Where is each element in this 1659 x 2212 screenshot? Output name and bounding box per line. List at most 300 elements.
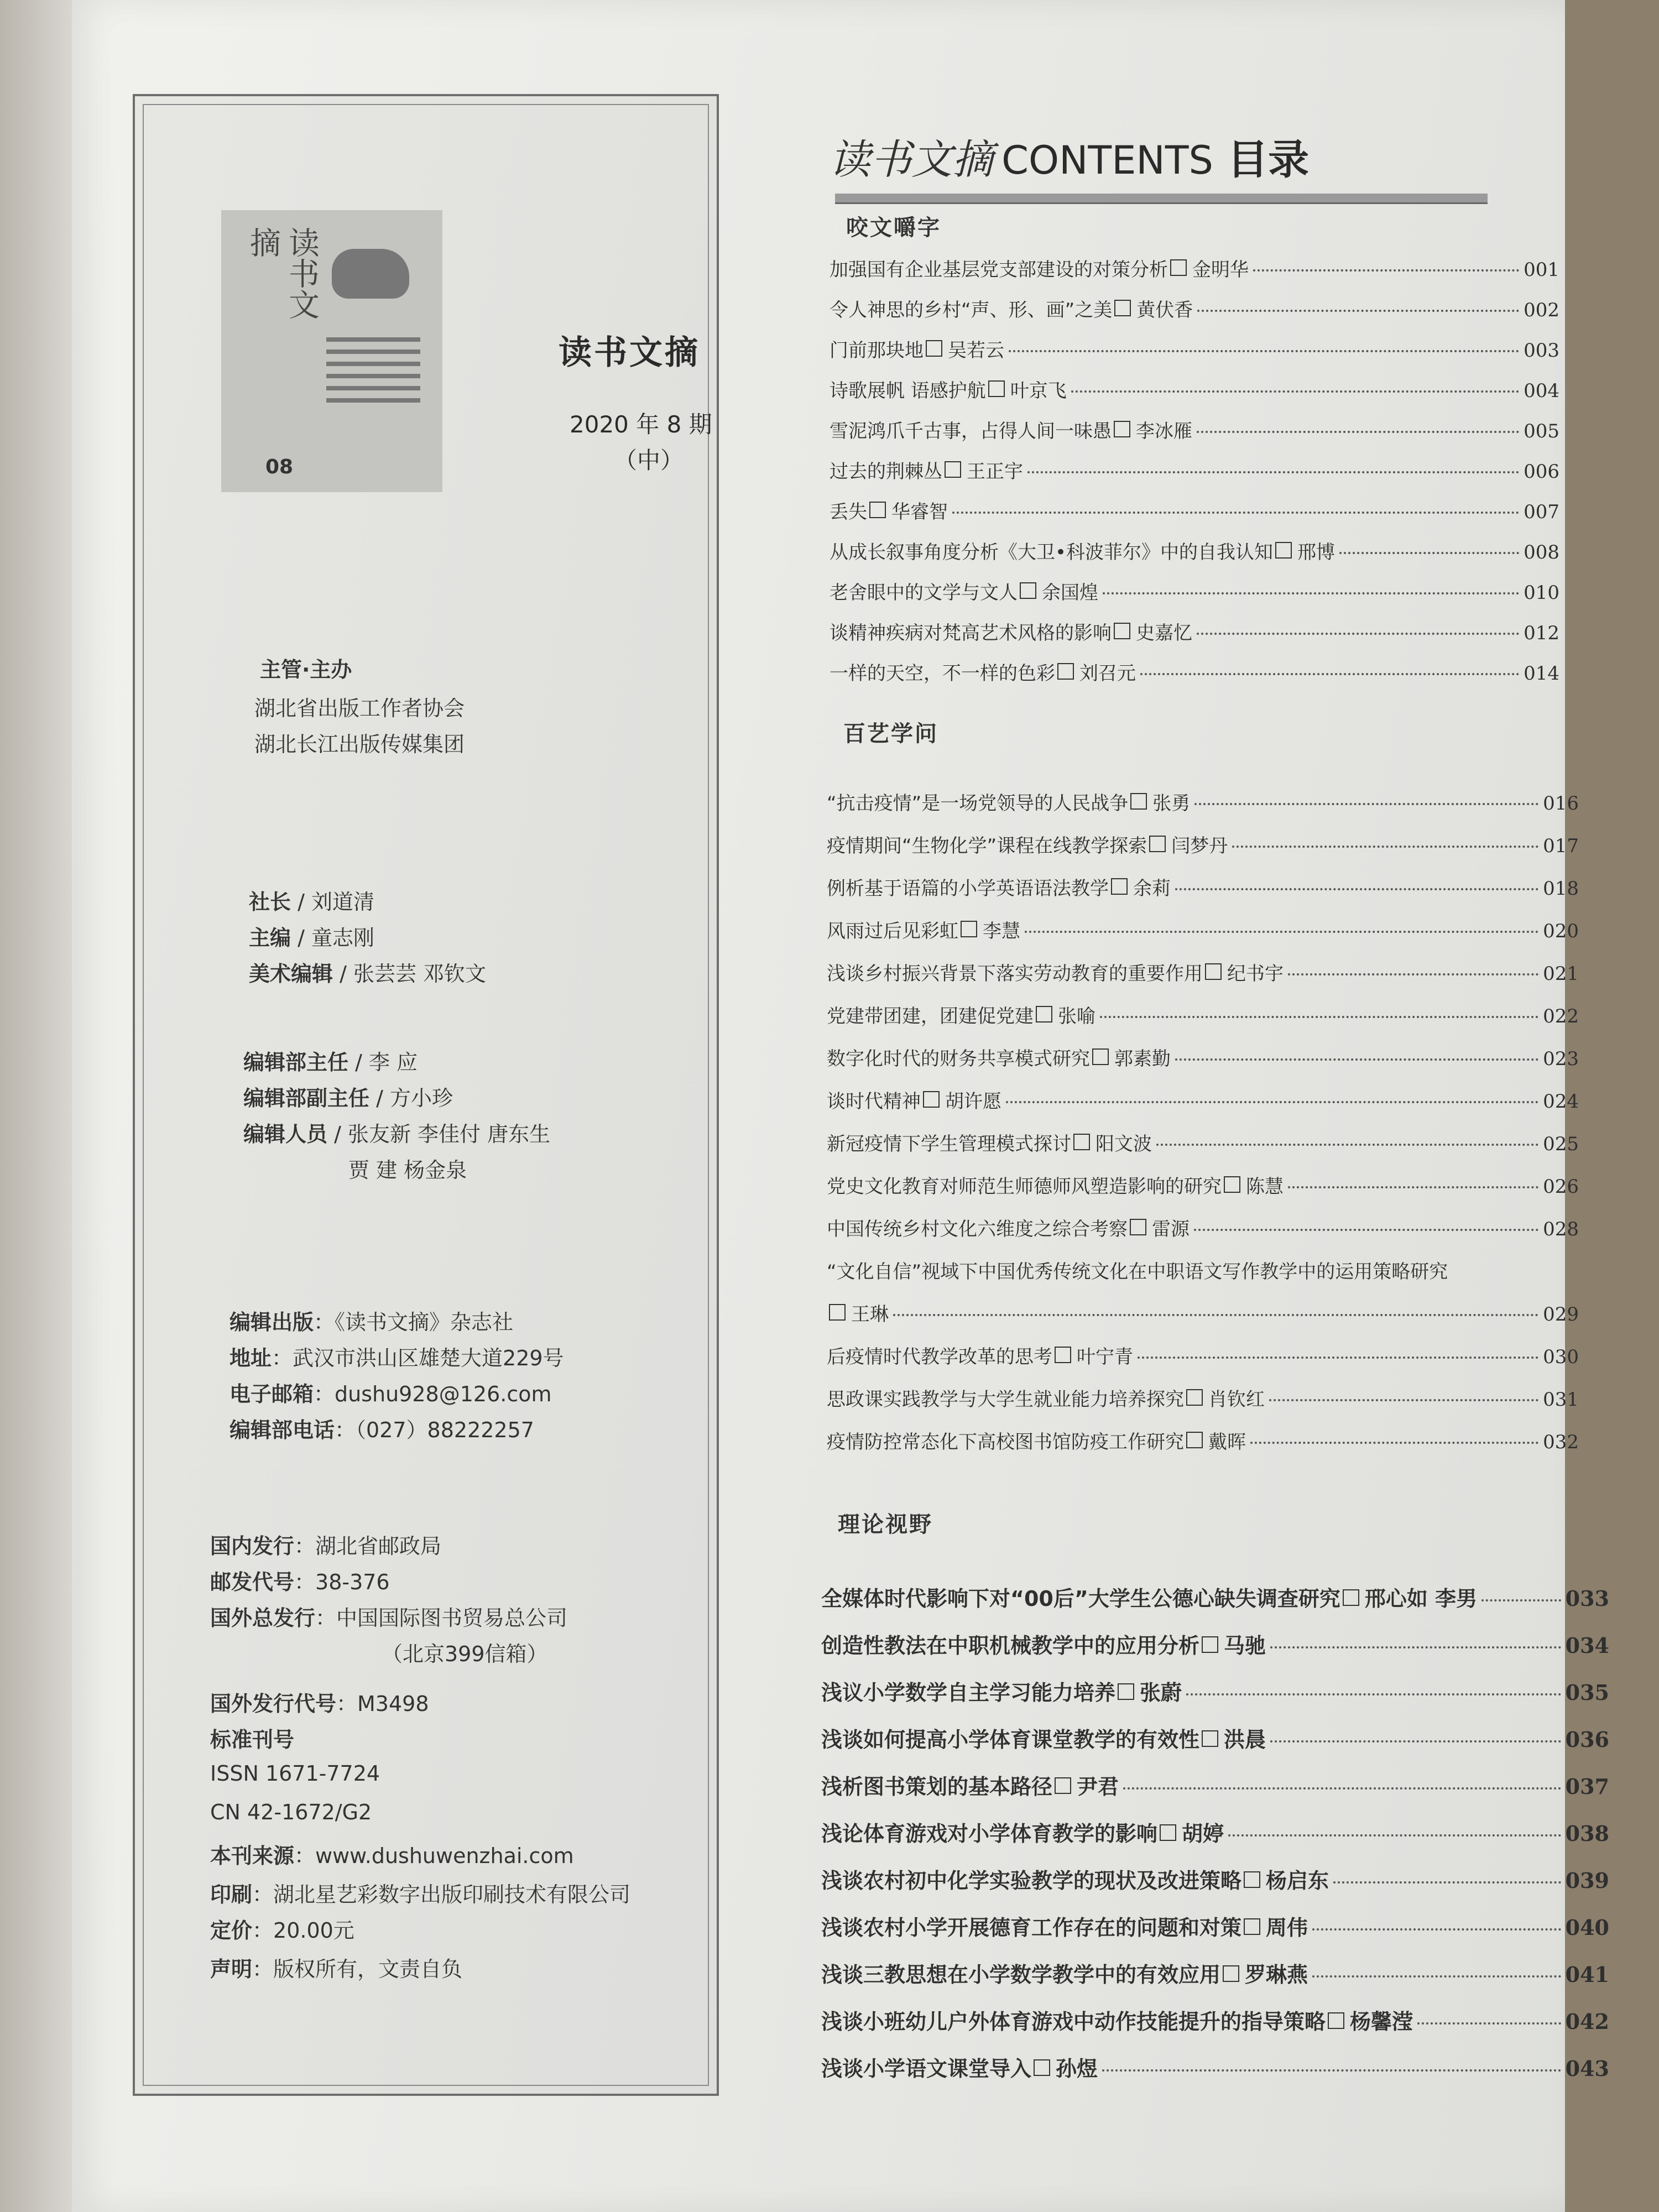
- toc-entry[interactable]: [827, 1171, 1579, 1198]
- publish-line-value: ：M3498: [336, 1692, 429, 1716]
- square-separator-icon: [1343, 1589, 1359, 1606]
- staff-line: [249, 957, 486, 987]
- dot-leader: [1025, 931, 1538, 933]
- toc-contents-label: CONTENTS: [1001, 138, 1213, 183]
- toc-entry-title: 雪泥鸿爪千古事，占得人间一味愚: [830, 420, 1112, 442]
- sponsor-org-value: 湖北省出版工作者协会: [254, 696, 465, 721]
- dot-leader: [1138, 1357, 1538, 1359]
- toc-entry[interactable]: [827, 873, 1579, 900]
- toc-entry-page: 020: [1543, 920, 1579, 942]
- square-separator-icon: [988, 380, 1005, 397]
- staff-line-value: / 方小珍: [369, 1086, 453, 1110]
- toc-entry-page: 014: [1524, 662, 1559, 685]
- toc-entry-author: 邢博: [1297, 541, 1335, 564]
- publish-line-value: ：20.00元: [252, 1918, 354, 1943]
- dot-leader: [1194, 803, 1538, 805]
- square-separator-icon: [1020, 582, 1036, 599]
- contact-line-label: 地址: [229, 1346, 272, 1370]
- square-separator-icon: [1055, 1347, 1071, 1363]
- publish-line-value: ：中国国际图书贸易总公司: [315, 1606, 568, 1630]
- contact-line: [229, 1305, 513, 1335]
- toc-entry-author: 胡婷: [1182, 1821, 1224, 1846]
- square-separator-icon: [1275, 542, 1292, 559]
- toc-entry[interactable]: [827, 1256, 1579, 1284]
- toc-mulu-label: 目录: [1227, 136, 1310, 184]
- dot-leader: [893, 1314, 1538, 1316]
- staff-line-value: / 张友新 李佳付 唐东生: [327, 1122, 551, 1146]
- toc-entry[interactable]: [830, 375, 1559, 403]
- staff-line-label: 社长: [249, 890, 291, 914]
- toc-entry-page: 029: [1543, 1303, 1579, 1326]
- toc-entry[interactable]: [830, 254, 1559, 281]
- toc-entry-author: 雷源: [1152, 1218, 1190, 1240]
- toc-entry-author: 邢心如 李男: [1364, 1586, 1478, 1611]
- staff-line: [348, 1153, 467, 1183]
- toc-entry-title: 浅谈小班幼儿户外体育游戏中动作技能提升的指导策略: [821, 2010, 1326, 2034]
- contact-line-value: ：武汉市洪山区雄楚大道229号: [272, 1346, 564, 1370]
- toc-entry[interactable]: [827, 1384, 1579, 1411]
- publish-line-value: ：版权所有，文责自负: [252, 1957, 463, 1981]
- magazine-title: 读书文摘: [559, 333, 700, 372]
- toc-entry-page: 038: [1565, 1821, 1609, 1846]
- publish-line: [382, 1637, 548, 1667]
- square-separator-icon: [1202, 1730, 1218, 1747]
- square-separator-icon: [1036, 1006, 1052, 1022]
- toc-entry-author: 金明华: [1192, 259, 1249, 281]
- toc-entry-page: 033: [1565, 1586, 1609, 1611]
- sponsor-label-label: 主管·主办: [260, 658, 352, 682]
- toc-entry[interactable]: [830, 537, 1559, 564]
- square-separator-icon: [1223, 1965, 1239, 1982]
- dot-leader: [1270, 1740, 1561, 1743]
- square-separator-icon: [1073, 1134, 1090, 1150]
- toc-entry-title: “文化自信”视域下中国优秀传统文化在中职语文写作教学中的运用策略研究: [827, 1261, 1448, 1283]
- toc-entry-title: 浅析图书策划的基本路径: [821, 1775, 1053, 1799]
- toc-entry-title: 浅谈乡村振兴背景下落实劳动教育的重要作用: [827, 963, 1203, 985]
- contact-line: [229, 1377, 552, 1407]
- square-separator-icon: [1244, 1871, 1260, 1888]
- dot-leader: [952, 512, 1519, 514]
- toc-rule: [835, 194, 1488, 204]
- toc-entry-page: 002: [1524, 299, 1559, 321]
- toc-entry-author: 周伟: [1266, 1915, 1308, 1940]
- square-separator-icon: [1034, 2059, 1050, 2076]
- magazine-page: [72, 0, 1609, 2212]
- contact-line-value: ：（027）88222257: [335, 1418, 534, 1442]
- dot-leader: [1006, 1101, 1538, 1103]
- square-separator-icon: [1114, 421, 1130, 437]
- staff-line-label: 编辑部主任: [243, 1050, 349, 1074]
- cover-title: 读书文摘: [245, 227, 320, 320]
- dot-leader: [1100, 1016, 1538, 1018]
- toc-entry[interactable]: [827, 831, 1579, 858]
- toc-entry[interactable]: [827, 958, 1579, 985]
- toc-entry-author: 陈慧: [1246, 1176, 1284, 1198]
- toc-entry-author: 王正宇: [967, 461, 1023, 483]
- toc-entry-author: 史嘉忆: [1136, 622, 1192, 644]
- toc-entry[interactable]: [830, 335, 1559, 362]
- toc-entry-title: 诗歌展帆 语感护航: [830, 380, 986, 402]
- toc-entry-author: 阳文波: [1095, 1133, 1152, 1155]
- toc-entry-author: 洪晨: [1224, 1727, 1266, 1752]
- square-separator-icon: [1170, 259, 1187, 276]
- dot-leader: [1288, 973, 1538, 975]
- toc-entry-page: 016: [1543, 792, 1579, 815]
- staff-line-label: 编辑人员: [243, 1122, 328, 1146]
- toc-entry-author: 李慧: [983, 920, 1020, 942]
- dot-leader: [1232, 846, 1538, 848]
- square-separator-icon: [1111, 878, 1128, 895]
- toc-entry-page: 034: [1565, 1633, 1609, 1658]
- publish-line: [210, 1687, 429, 1717]
- toc-entry[interactable]: [827, 1086, 1579, 1113]
- square-separator-icon: [1244, 1918, 1260, 1935]
- publish-line-value: CN 42-1672/G2: [210, 1800, 372, 1824]
- publish-line-label: 邮发代号: [210, 1570, 295, 1594]
- toc-entry[interactable]: [827, 1214, 1579, 1241]
- toc-entry-author: 杨启东: [1266, 1868, 1329, 1893]
- dot-leader: [1312, 1975, 1561, 1978]
- publish-line-value: ：38-376: [294, 1570, 390, 1594]
- square-separator-icon: [1186, 1389, 1203, 1406]
- toc-section-heading: 百艺学问: [843, 721, 938, 747]
- square-separator-icon: [923, 1091, 940, 1108]
- toc-entry-title: 疫情防控常态化下高校图书馆防疫工作研究: [827, 1431, 1184, 1453]
- magazine-issue: 2020 年 8 期: [570, 411, 712, 438]
- square-separator-icon: [869, 502, 886, 518]
- publish-line: [210, 1761, 380, 1786]
- toc-entry[interactable]: [821, 1911, 1609, 1941]
- toc-entry-page: 040: [1565, 1915, 1609, 1940]
- dot-leader: [1197, 431, 1519, 433]
- toc-entry-page: 030: [1543, 1346, 1579, 1368]
- toc-entry-page: 036: [1565, 1727, 1609, 1752]
- dot-leader: [1312, 1928, 1561, 1931]
- toc-entry-page: 006: [1524, 461, 1559, 483]
- dot-leader: [1253, 269, 1519, 272]
- page-edge: [0, 0, 72, 2212]
- publish-line: [210, 1565, 390, 1595]
- square-separator-icon: [1328, 2012, 1344, 2029]
- toc-entry-page: 024: [1543, 1091, 1579, 1113]
- toc-entry-title: 中国传统乡村文化六维度之综合考察: [827, 1218, 1128, 1240]
- toc-entry-title: 一样的天空，不一样的色彩: [830, 662, 1055, 685]
- toc-entry-author: 叶宁青: [1077, 1346, 1133, 1368]
- publish-line: [210, 1800, 372, 1824]
- toc-entry[interactable]: [821, 1582, 1609, 1612]
- dot-leader: [1339, 552, 1519, 554]
- toc-entry-page: 023: [1543, 1048, 1579, 1070]
- toc-entry-title: 思政课实践教学与大学生就业能力培养探究: [827, 1389, 1184, 1411]
- staff-line-label: 主编: [249, 926, 291, 950]
- toc-entry-title: 老舍眼中的文学与文人: [830, 582, 1018, 604]
- dot-leader: [1250, 1442, 1538, 1444]
- toc-entry-page: 031: [1543, 1389, 1579, 1411]
- dot-leader: [1270, 1646, 1561, 1648]
- toc-entry-author: 刘召元: [1079, 662, 1136, 685]
- publish-line-value: （北京399信箱）: [382, 1642, 548, 1666]
- dot-leader: [1186, 1693, 1561, 1695]
- toc-entry-author: 马驰: [1224, 1633, 1266, 1658]
- square-separator-icon: [945, 461, 961, 478]
- toc-entry[interactable]: [830, 497, 1559, 524]
- square-separator-icon: [1202, 1636, 1218, 1653]
- toc-entry-title: 加强国有企业基层党支部建设的对策分析: [830, 259, 1168, 281]
- toc-entry-title: 浅谈小学语文课堂导入: [821, 2057, 1032, 2081]
- magazine-sub-issue: （中）: [614, 447, 684, 474]
- toc-entry[interactable]: [830, 658, 1559, 685]
- publish-line: [210, 1913, 354, 1944]
- toc-entry[interactable]: [830, 456, 1559, 483]
- toc-entry-page: 003: [1524, 340, 1559, 362]
- publish-line-label: 国内发行: [210, 1534, 295, 1558]
- toc-entry[interactable]: [827, 1427, 1579, 1454]
- dot-leader: [1123, 1787, 1561, 1790]
- cover-issue-mark: 08: [265, 456, 294, 478]
- square-separator-icon: [1149, 836, 1166, 852]
- toc-entry-author: 张蔚: [1140, 1680, 1182, 1705]
- toc-entry[interactable]: [827, 1044, 1579, 1071]
- toc-entry[interactable]: [821, 1770, 1609, 1800]
- publish-line-value: ：湖北星艺彩数字出版印刷技术有限公司: [252, 1882, 631, 1907]
- dot-leader: [1009, 350, 1519, 352]
- toc-entry-title: 丢失: [830, 501, 867, 523]
- toc-entry[interactable]: [827, 1001, 1579, 1028]
- toc-entry-page: 005: [1524, 420, 1559, 442]
- toc-header: [830, 127, 1309, 188]
- staff-line-value: / 童志刚: [291, 926, 374, 950]
- toc-entry[interactable]: [827, 916, 1579, 943]
- publish-line-value: ：www.dushuwenzhai.com: [294, 1844, 574, 1868]
- staff-line-label: 编辑部副主任: [243, 1086, 370, 1110]
- toc-entry-page: 025: [1543, 1133, 1579, 1155]
- toc-entry-page: 022: [1543, 1005, 1579, 1027]
- toc-entry-title: 从成长叙事角度分析《大卫•科波菲尔》中的自我认知: [830, 541, 1274, 564]
- toc-entry[interactable]: [821, 1864, 1609, 1894]
- toc-entry-page: 032: [1543, 1431, 1579, 1453]
- toc-entry-title: 浅谈三教思想在小学数学教学中的有效应用: [821, 1963, 1221, 1987]
- staff-line-value: 贾 建 杨金泉: [348, 1158, 467, 1182]
- toc-entry-author: 杨馨滢: [1350, 2009, 1413, 2034]
- dot-leader: [1288, 1186, 1538, 1188]
- toc-entry-page: 037: [1565, 1774, 1609, 1799]
- toc-entry-author: 吴若云: [948, 340, 1004, 362]
- toc-entry-author: 余莉: [1133, 878, 1171, 900]
- toc-entry-page: 008: [1524, 541, 1559, 564]
- toc-entry-page: 001: [1524, 259, 1559, 281]
- toc-entry-title: 风雨过后见彩虹: [827, 920, 958, 942]
- staff-line: [249, 921, 374, 951]
- square-separator-icon: [1055, 1777, 1071, 1794]
- cover-text-lines: [326, 337, 420, 410]
- toc-entry[interactable]: [821, 1629, 1609, 1659]
- toc-entry[interactable]: [821, 1817, 1609, 1847]
- dot-leader: [1269, 1399, 1538, 1401]
- toc-entry-page: 004: [1524, 380, 1559, 402]
- toc-entry-author: 孙煜: [1056, 2056, 1098, 2081]
- toc-entry-page: 010: [1524, 582, 1559, 604]
- toc-entry[interactable]: [830, 618, 1559, 645]
- publish-line: [210, 1952, 462, 1983]
- square-separator-icon: [1092, 1048, 1109, 1065]
- dot-leader: [1027, 471, 1519, 473]
- contact-line-value: ：《读书文摘》杂志社: [314, 1310, 514, 1334]
- publish-line-label: 国外总发行: [210, 1606, 316, 1630]
- toc-entry-title: 谈时代精神: [827, 1091, 921, 1113]
- toc-entry-title: 后疫情时代教学改革的思考: [827, 1346, 1052, 1368]
- toc-entry-author: 黄伏香: [1136, 299, 1193, 321]
- toc-entry-author: 余国煌: [1042, 582, 1098, 604]
- dot-leader: [1140, 673, 1519, 675]
- toc-entry-title: 例析基于语篇的小学英语语法教学: [827, 878, 1109, 900]
- staff-line-value: / 李 应: [348, 1050, 418, 1074]
- square-separator-icon: [1224, 1176, 1240, 1193]
- publish-line-value: ISSN 1671-7724: [210, 1761, 380, 1786]
- publish-line-label: 声明: [210, 1957, 253, 1981]
- square-separator-icon: [961, 921, 977, 937]
- toc-entry-title: 浅论体育游戏对小学体育教学的影响: [821, 1822, 1158, 1846]
- sponsor-org: [254, 691, 465, 722]
- publish-line: [210, 1723, 294, 1753]
- dot-leader: [1417, 2022, 1561, 2025]
- square-separator-icon: [1160, 1824, 1176, 1841]
- toc-entry-page: 028: [1543, 1218, 1579, 1240]
- sponsor-org-value: 湖北长江出版传媒集团: [254, 732, 465, 757]
- cover-thumbnail: [221, 210, 442, 492]
- dot-leader: [1197, 310, 1519, 312]
- toc-entry-title: 浅谈农村小学开展德育工作存在的问题和对策: [821, 1916, 1242, 1940]
- toc-entry-title: 浅议小学数学自主学习能力培养: [821, 1681, 1116, 1705]
- toc-entry-author: 纪书宇: [1227, 963, 1284, 985]
- staff-line: [243, 1045, 418, 1076]
- toc-entry[interactable]: [830, 295, 1559, 322]
- sponsor-org: [254, 727, 465, 758]
- dot-leader: [1197, 633, 1519, 635]
- toc-entry-page: 021: [1543, 963, 1579, 985]
- dot-leader: [1194, 1229, 1538, 1231]
- toc-entry-page: 039: [1565, 1868, 1609, 1893]
- staff-line: [249, 885, 374, 915]
- toc-entry[interactable]: [827, 1342, 1579, 1369]
- toc-entry-page: 043: [1565, 2056, 1609, 2081]
- toc-entry[interactable]: [821, 1958, 1609, 1988]
- toc-entry-author: 郭素勤: [1114, 1048, 1171, 1070]
- toc-logo: 读书文摘: [830, 136, 993, 184]
- staff-line: [243, 1081, 453, 1112]
- toc-entry-title: 浅谈农村初中化学实验教学的现状及改进策略: [821, 1869, 1242, 1893]
- toc-entry-author: 戴晖: [1208, 1431, 1246, 1453]
- toc-entry[interactable]: [827, 1129, 1579, 1156]
- dot-leader: [1175, 1058, 1538, 1061]
- contact-line-value: ：dushu928@126.com: [314, 1382, 552, 1406]
- dot-leader: [1481, 1599, 1561, 1601]
- toc-entry-page: 042: [1565, 2009, 1609, 2034]
- publish-line-label: 定价: [210, 1918, 253, 1943]
- toc-entry[interactable]: [827, 788, 1579, 815]
- toc-entry-author: 张喻: [1058, 1005, 1095, 1027]
- toc-entry[interactable]: [821, 2005, 1609, 2035]
- toc-entry[interactable]: [821, 2052, 1609, 2082]
- toc-entry[interactable]: [830, 416, 1559, 443]
- toc-entry-title: 新冠疫情下学生管理模式探讨: [827, 1133, 1071, 1155]
- square-separator-icon: [1130, 793, 1147, 810]
- toc-entry-title: 浅谈如何提高小学体育课堂教学的有效性: [821, 1728, 1200, 1752]
- publish-line: [210, 1877, 630, 1908]
- toc-section-heading: 咬文嚼字: [846, 215, 941, 241]
- square-separator-icon: [1057, 663, 1074, 680]
- staff-line-value: / 刘道清: [291, 890, 374, 914]
- publish-line: [210, 1529, 441, 1559]
- square-separator-icon: [1114, 623, 1130, 639]
- staff-line-label: 美术编辑: [249, 962, 333, 986]
- toc-entry-author: 李冰雁: [1136, 420, 1192, 442]
- toc-entry-page: 026: [1543, 1176, 1579, 1198]
- toc-entry[interactable]: [827, 1299, 1579, 1326]
- toc-entry-title: 疫情期间“生物化学”课程在线教学探索: [827, 835, 1147, 857]
- publish-line-label: 印刷: [210, 1882, 253, 1907]
- square-separator-icon: [1114, 300, 1131, 316]
- toc-entry-page: 012: [1524, 622, 1559, 644]
- dot-leader: [1228, 1834, 1561, 1837]
- toc-entry-title: 门前那块地: [830, 340, 924, 362]
- contact-line-label: 电子邮箱: [229, 1382, 314, 1406]
- dot-leader: [1333, 1881, 1561, 1884]
- toc-entry-title: 谈精神疾病对梵高艺术风格的影响: [830, 622, 1112, 644]
- dot-leader: [1175, 888, 1538, 890]
- toc-entry-title: 数字化时代的财务共享模式研究: [827, 1048, 1090, 1070]
- publish-line: [210, 1839, 574, 1869]
- publish-line-label: 国外发行代号: [210, 1692, 337, 1716]
- toc-entry-author: 胡许愿: [945, 1091, 1001, 1113]
- publish-line: [210, 1601, 567, 1631]
- staff-line: [243, 1117, 550, 1147]
- sponsor-label: [260, 653, 352, 683]
- square-separator-icon: [1205, 963, 1222, 980]
- toc-entry-title: “抗击疫情”是一场党领导的人民战争: [827, 792, 1129, 815]
- square-separator-icon: [1130, 1219, 1146, 1235]
- toc-entry-title: 创造性教法在中职机械教学中的应用分析: [821, 1634, 1200, 1658]
- dot-leader: [1071, 390, 1519, 393]
- toc-entry-author: 罗琳燕: [1245, 1962, 1308, 1987]
- toc-entry[interactable]: [821, 1723, 1609, 1753]
- toc-entry-author: 尹君: [1077, 1774, 1119, 1799]
- square-separator-icon: [926, 340, 942, 357]
- toc-entry-page: 017: [1543, 835, 1579, 857]
- square-separator-icon: [829, 1304, 846, 1321]
- toc-entry-title: 令人神思的乡村“声、形、画”之美: [830, 299, 1113, 321]
- toc-entry-title: 全媒体时代影响下对“00后”大学生公德心缺失调查研究: [821, 1587, 1340, 1611]
- contact-line: [229, 1413, 534, 1443]
- dot-leader: [1103, 592, 1519, 594]
- toc-entry-title: 过去的荆棘丛: [830, 461, 942, 483]
- toc-entry[interactable]: [830, 577, 1559, 604]
- toc-entry-author: 肖钦红: [1208, 1389, 1265, 1411]
- publish-line-label: 标准刊号: [210, 1728, 295, 1752]
- toc-section-heading: 理论视野: [838, 1512, 933, 1537]
- contact-line-label: 编辑出版: [229, 1310, 314, 1334]
- toc-entry[interactable]: [821, 1676, 1609, 1706]
- toc-entry-title: 党建带团建，团建促党建: [827, 1005, 1034, 1027]
- toc-entry-author: 叶京飞: [1010, 380, 1067, 402]
- toc-entry-author: 王琳: [851, 1303, 889, 1326]
- toc-entry-page: 007: [1524, 501, 1559, 523]
- dot-leader: [1102, 2069, 1561, 2072]
- square-separator-icon: [1186, 1432, 1203, 1448]
- toc-entry-author: 闫梦丹: [1171, 835, 1228, 857]
- toc-entry-page: 035: [1565, 1680, 1609, 1705]
- ox-illustration-icon: [332, 249, 409, 299]
- toc-entry-author: 张勇: [1152, 792, 1191, 815]
